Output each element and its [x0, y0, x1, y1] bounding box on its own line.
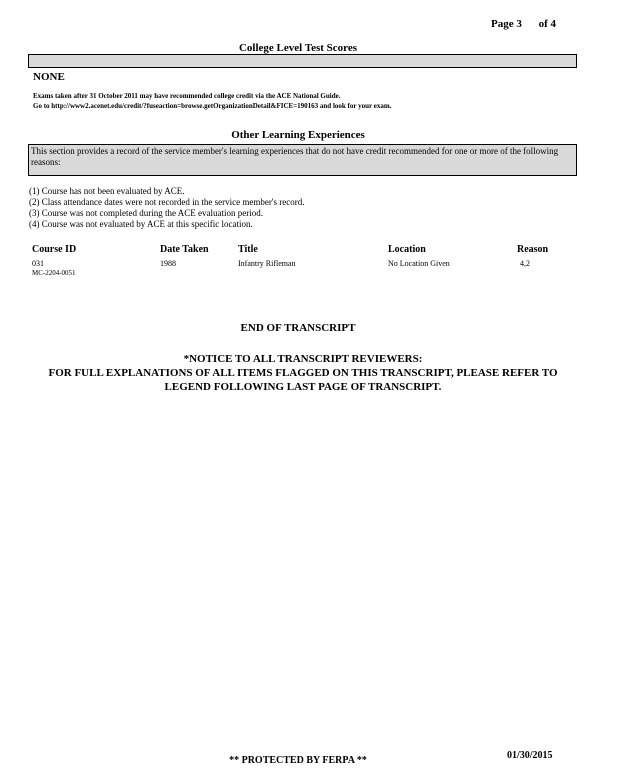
page-label: Page 3 [491, 18, 522, 30]
ferpa-footer: ** PROTECTED BY FERPA ** [229, 755, 367, 766]
row-title: Infantry Rifleman [238, 259, 296, 268]
row-reason: 4,2 [520, 259, 530, 268]
ole-section-title: Other Learning Experiences [231, 129, 365, 141]
reason-item: (3) Course was not completed during the ACE evaluation period. [29, 208, 263, 218]
exam-note-line-1: Exams taken after 31 October 2011 may have recommended college credit via the ACE National Guide. [33, 92, 341, 100]
row-course-code: MC-2204-0051 [32, 269, 76, 277]
end-of-transcript: END OF TRANSCRIPT [240, 322, 356, 334]
notice-line-2: FOR FULL EXPLANATIONS OF ALL ITEMS FLAGGED ON THIS TRANSCRIPT, PLEASE REFER TO [48, 367, 558, 379]
page-number [491, 18, 556, 30]
column-header-title: Title [238, 244, 258, 255]
exam-note [33, 91, 391, 111]
reason-item: (4) Course was not evaluated by ACE at this specific location. [29, 219, 253, 229]
column-header-date-taken: Date Taken [160, 244, 209, 255]
reason-list [29, 186, 305, 230]
print-date: 01/30/2015 [507, 750, 553, 761]
row-location: No Location Given [388, 259, 450, 268]
reviewer-notice [0, 352, 606, 394]
clts-section-title: College Level Test Scores [238, 42, 358, 54]
reason-item: (1) Course has not been evaluated by ACE. [29, 186, 185, 196]
exam-note-line-2: Go to http://www2.acenet.edu/credit/?fuseaction=browse.getOrganizationDetail&FICE=190163 and look for your exam. [33, 102, 392, 110]
row-course-id: 031 [32, 259, 44, 268]
clts-header-bar [28, 54, 577, 68]
column-header-location: Location [388, 244, 426, 255]
page-total: of 4 [538, 18, 557, 30]
row-date-taken: 1988 [160, 259, 176, 268]
reason-item: (2) Class attendance dates were not recorded in the service member's record. [29, 197, 305, 207]
ole-description-box: This section provides a record of the service member's learning experiences that do not have credit recommended for one or more of the following reasons: [28, 144, 577, 176]
column-header-reason: Reason [517, 244, 549, 255]
column-header-course-id: Course ID [32, 244, 77, 255]
notice-line-3: LEGEND FOLLOWING LAST PAGE OF TRANSCRIPT. [164, 381, 442, 393]
notice-line-1: *NOTICE TO ALL TRANSCRIPT REVIEWERS: [183, 353, 423, 365]
clts-none-label: NONE [33, 71, 65, 83]
